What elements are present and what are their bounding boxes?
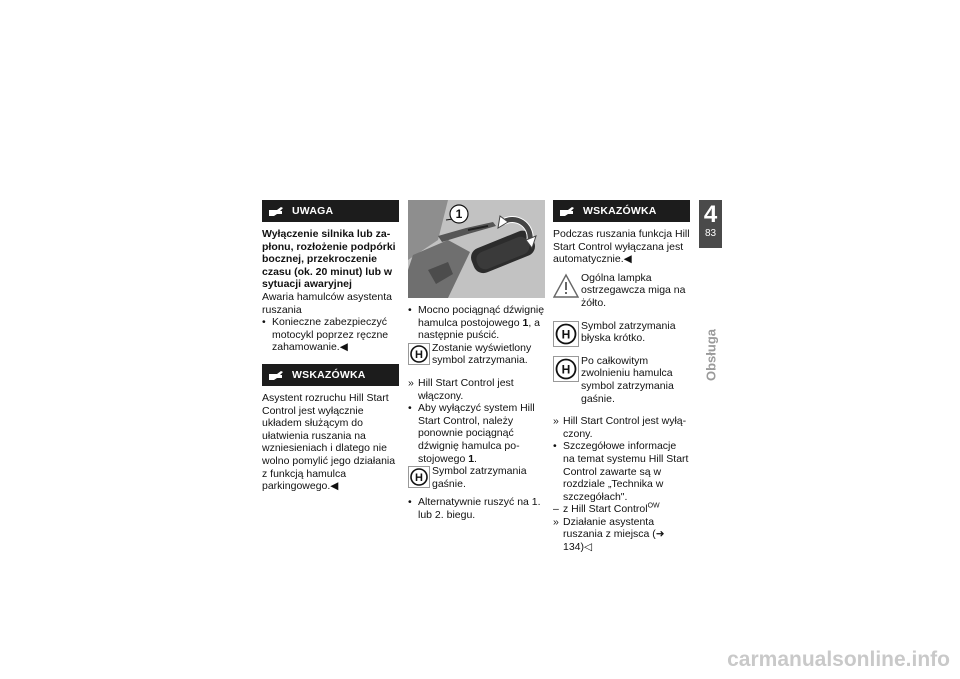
result-disabled: » Hill Start Control jest wyłączony. [553, 415, 687, 440]
step-1: • Mocno pociągnąć dźwignię hamulca postojowego 1, a następnie puścić. [408, 304, 545, 342]
stop-symbol-icon [408, 343, 430, 365]
note-hand-icon [559, 205, 575, 217]
note-label-2: WSKAZÓWKA [583, 204, 657, 217]
watermark: carmanualsonline.info [727, 648, 950, 671]
note-text: Asystent rozruchu Hill Start Control jest wyłącznie układem służącym do ułatwienia ruszania na wzniesieniach i dlatego nie wolno pomylić jego działania z funkcją hamulca parkingowego.◀ [262, 391, 396, 493]
general-warning-line: Ogólna lampka ostrzegawcza miga na żółto. [553, 272, 690, 310]
svg-text:H: H [561, 327, 571, 342]
note-hand-icon [268, 205, 284, 217]
note-header-2 [553, 200, 690, 222]
column-1 [262, 200, 399, 493]
warning-text: Awaria hamulców asystenta ruszania [262, 290, 392, 316]
warning-bullet: • Konieczne zabezpieczyć motocykl poprzez ręczne zahamowanie.◀ [262, 316, 399, 354]
stop-symbol-icon [553, 356, 579, 382]
stop-symbol-off: H Symbol zatrzymania gaśnie. [408, 465, 545, 490]
chapter-number: 4 [703, 201, 718, 228]
column-2 [408, 200, 545, 522]
end-marker-icon: ◁ [584, 541, 593, 554]
note-hand-icon [268, 369, 284, 381]
stop-symbol-icon [553, 321, 579, 347]
handlebar-illustration [408, 200, 545, 298]
warning-triangle-icon [553, 273, 579, 299]
note-label: WSKAZÓWKA [292, 368, 366, 381]
note-header [262, 364, 399, 386]
stop-symbol-icon [408, 466, 430, 488]
details-bullet: • Szczegółowe informacje na temat systemu Hill Start Control zawarte są w rozdziale „Technika w szczegółach". [553, 440, 690, 503]
arrow-right-icon: ➜ [655, 528, 665, 541]
stop-symbol-shown: H Zostanie wyświetlony symbol zatrzymania. [408, 342, 545, 367]
warning-label: UWAGA [292, 204, 334, 217]
svg-text:H: H [561, 362, 571, 377]
note-text-2: Podczas ruszania funkcja Hill Start Control wyłączana jest automatycznie.◀ [553, 228, 690, 266]
svg-text:H: H [415, 472, 423, 485]
stop-off-line: H Po całkowitym zwolnieniu hamulca symbol zatrzymania gaśnie. [553, 355, 690, 405]
page-number: 83 [704, 228, 717, 239]
column-3 [553, 200, 690, 554]
equipment-note: – z Hill Start Control$^{OW}$ [553, 502, 660, 516]
handlebar-figure [408, 200, 545, 298]
step-3: • Alternatywnie ruszyć na 1. lub 2. biegu. [408, 496, 545, 521]
stop-blink-line: H Symbol zatrzymania błyska krótko. [553, 320, 690, 345]
cross-reference[interactable]: » Działanie asystenta ruszania z miejsca (➜ 134)◁ [553, 515, 665, 554]
svg-text:H: H [415, 348, 423, 361]
step-2: • Aby wyłączyć system Hill Start Control, należy ponownie pociągnąć dźwignię hamulca postojowego 1. [408, 402, 545, 465]
section-title: Obsługa [703, 328, 719, 382]
warning-title: Wyłączenie silnika lub zapłonu, rozłożenie podpórki bocznej, przekroczenie czasu (ok. 20 minut) lub w sytuacji awaryjnej [262, 228, 396, 291]
warning-header [262, 200, 399, 222]
result-enabled: » Hill Start Control jest włączony. [408, 376, 514, 402]
chapter-tab [699, 200, 722, 248]
figure-callout-number: 1 [455, 207, 463, 221]
